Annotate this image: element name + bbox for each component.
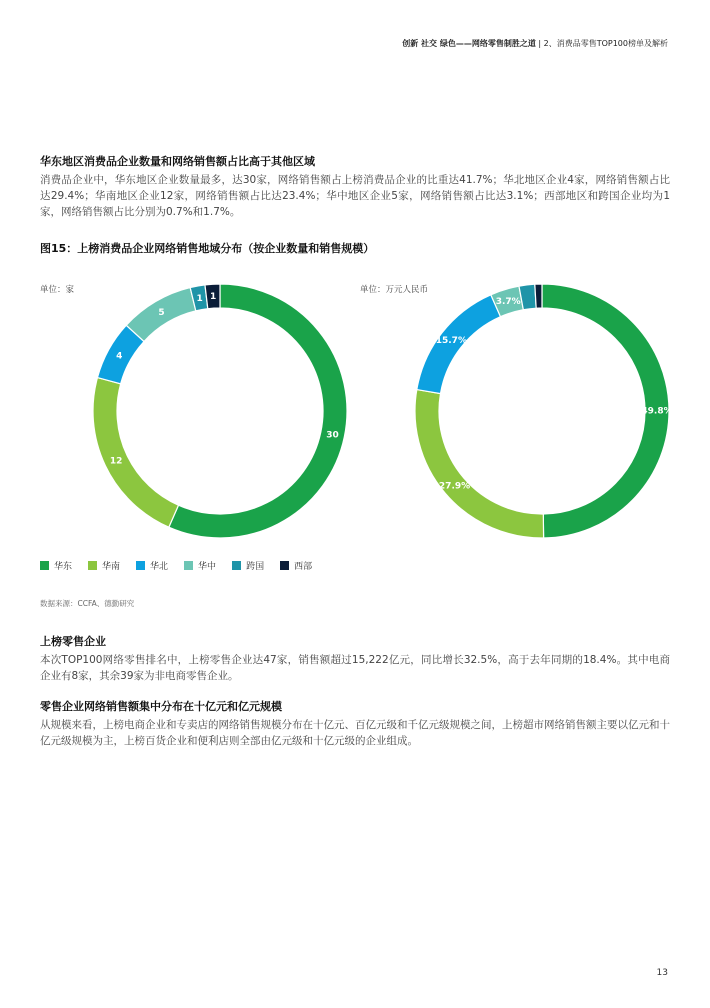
sales-slice-label-0: 49.8% bbox=[641, 406, 673, 417]
legend-label: 跨国 bbox=[246, 562, 265, 572]
count-slice-label-5: 1 bbox=[210, 292, 217, 303]
sales-slice-1 bbox=[415, 390, 544, 538]
legend-item-4 bbox=[232, 559, 264, 572]
figure-title: 图15：上榜消费品企业网络销售地域分布（按企业数量和销售规模） bbox=[40, 242, 375, 255]
legend-label: 华北 bbox=[150, 562, 169, 572]
section-body: 从规模来看，上榜电商企业和专卖店的网络销售规模分布在十亿元、百亿元级和千亿元级规模之间，上榜超市网络销售额主要以亿元和十亿元级规模为主，上榜百货企业和便利店则全部由亿元级和十亿元级的企业组成。 bbox=[40, 719, 670, 747]
count-slice-label-3: 5 bbox=[158, 307, 165, 318]
legend-label: 华南 bbox=[102, 562, 121, 572]
sales-slice-label-2: 15.7% bbox=[435, 336, 467, 347]
donut-chart-sales-scale bbox=[414, 283, 673, 539]
running-header bbox=[402, 38, 668, 49]
sales-slice-label-1: 27.9% bbox=[438, 481, 471, 492]
count-slice-1 bbox=[93, 378, 178, 528]
legend-item-2 bbox=[136, 559, 168, 572]
legend-item-5 bbox=[280, 559, 312, 572]
section-east-china bbox=[40, 153, 670, 220]
count-slice-label-2: 4 bbox=[116, 351, 123, 362]
legend-label: 华东 bbox=[54, 562, 73, 572]
sales-slice-label-3: 3.7% bbox=[495, 297, 521, 308]
header-section: 2、消费品零售TOP100榜单及解析 bbox=[543, 39, 668, 48]
count-slice-0 bbox=[169, 284, 347, 538]
legend-swatch bbox=[184, 561, 193, 570]
legend-swatch bbox=[40, 561, 49, 570]
legend-swatch bbox=[136, 561, 145, 570]
donut-chart-enterprise-count bbox=[92, 283, 348, 539]
data-source: 数据来源：CCFA、德勤研究 bbox=[40, 599, 135, 608]
legend-swatch bbox=[88, 561, 97, 570]
count-slice-label-0: 30 bbox=[326, 430, 339, 441]
legend-item-3 bbox=[184, 559, 216, 572]
legend-swatch bbox=[232, 561, 241, 570]
left-chart-unit: 单位：家 bbox=[40, 285, 75, 295]
section-body: 本次TOP100网络零售排名中，上榜零售企业达47家，销售额超过15,222亿元，同比增长32.5%，高于去年同期的18.4%。其中电商企业有8家，其余39家为非电商零售企业。 bbox=[40, 654, 670, 682]
count-slice-label-4: 1 bbox=[196, 293, 203, 304]
section-sales-distribution bbox=[40, 698, 670, 749]
legend-swatch bbox=[280, 561, 289, 570]
legend-label: 华中 bbox=[198, 562, 217, 572]
right-chart-unit: 单位：万元人民币 bbox=[360, 285, 429, 295]
page-number: 13 bbox=[656, 968, 668, 978]
legend-item-0 bbox=[40, 559, 72, 572]
chart-legend bbox=[40, 559, 312, 572]
legend-item-1 bbox=[88, 559, 120, 572]
count-slice-label-1: 12 bbox=[109, 456, 123, 467]
section-title: 上榜零售企业 bbox=[40, 635, 106, 648]
section-body: 消费品企业中，华东地区企业数量最多，达30家，网络销售额占上榜消费品企业的比重达41.7%；华北地区企业4家，网络销售额占比达29.4%；华南地区企业12家，网络销售额占比达23.4%；华中地区企业5家，网络销售额占比达3.1%；西部地区和跨国企业均为1家，网络销售额占比分别为0.7%和1.7%。 bbox=[40, 174, 670, 218]
section-title: 华东地区消费品企业数量和网络销售额占比高于其他区域 bbox=[40, 155, 315, 168]
header-title: 创新 社交 绿色——网络零售制胜之道 bbox=[402, 39, 536, 48]
header-separator: | bbox=[538, 39, 542, 48]
sales-slice-5 bbox=[535, 284, 542, 308]
legend-label: 西部 bbox=[294, 562, 313, 572]
section-retail-enterprises bbox=[40, 633, 670, 684]
section-title: 零售企业网络销售额集中分布在十亿元和亿元规模 bbox=[40, 700, 282, 713]
